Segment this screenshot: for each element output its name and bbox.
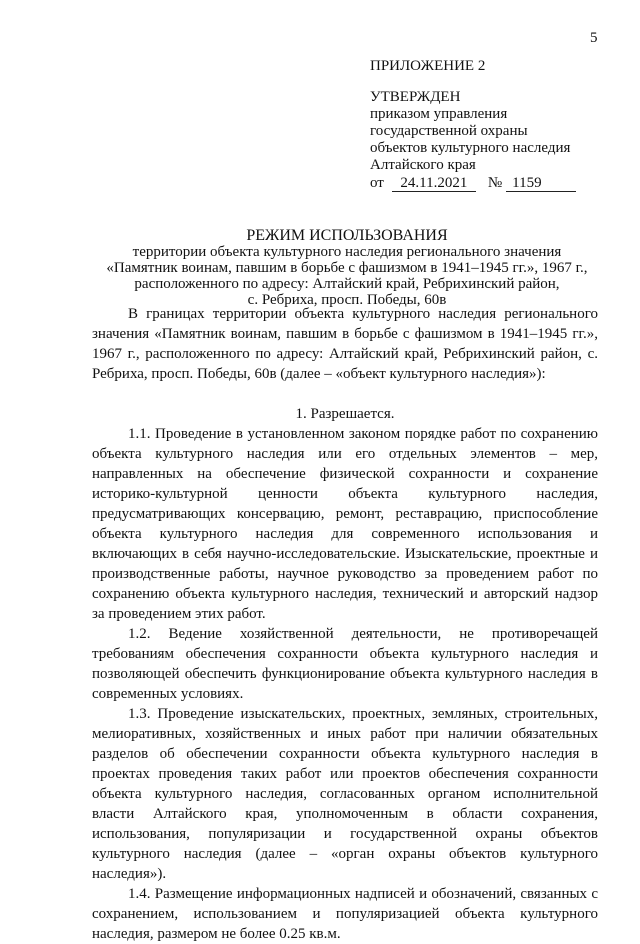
order-line: объектов культурного наследия: [370, 140, 571, 156]
section-heading: 1. Разрешается.: [295, 406, 395, 422]
order-line: государственной охраны: [370, 123, 528, 139]
title-line: территории объекта культурного наследия регионального значения: [132, 244, 562, 260]
document-title-block: [92, 227, 602, 308]
intro-paragraph: В границах территории объекта культурного наследия регионального значения «Памятник воинам, павшим в борьбе с фашизмом в 1941–1945 гг.», 1967 г., расположенного по адресу: Алтайский край, Ребрихинский район, с. Ребриха, просп. Победы, 60в (далее – «объект культурного наследия»):: [92, 306, 598, 382]
list-item: 1.1. Проведение в установленном законом порядке работ по сохранению объекта культурного наследия или его отдельных элементов – мер, направленных на обеспечение физической сохранности и сохранение историко-культурной ценности объекта культурного наследия, предусматривающих консервацию, ремонт, реставрацию, приспособление объекта культурного наследия для современного использования и включающих в себя научно-исследовательские. Изыскательские, проектные и производственные работы, научное руководство за проведением работ по сохранению объекта культурного наследия, технический и авторский надзор за проведением этих работ.: [92, 426, 598, 622]
order-line: Алтайского края: [370, 157, 476, 173]
order-date: 24.11.2021: [392, 176, 476, 192]
list-item: 1.2. Ведение хозяйственной деятельности, не противоречащей требованиям обеспечения сохранности объекта культурного наследия и позволяющей обеспечить функционирование объекта культурного наследия в современных условиях.: [92, 626, 598, 702]
page-number: 5: [590, 30, 598, 46]
date-prefix: от: [370, 175, 384, 191]
title-line: «Памятник воинам, павшим в борьбе с фашизмом в 1941–1945 гг.», 1967 г.,: [106, 260, 588, 276]
approval-stamp: [370, 58, 610, 192]
list-item: 1.3. Проведение изыскательских, проектных, земляных, строительных, мелиоративных, хозяйственных и иных работ при наличии обязательных разделов об обеспечении сохранности объекта культурного наследия в проектах проведения таких работ или проектов обеспечения сохранности объекта культурного наследия, согласованных органом исполнительной власти Алтайского края, уполномоченным в области сохранения, использования, популяризации и государственной охраны объектов культурного наследия (далее – «орган охраны объектов культурного наследия»).: [92, 706, 598, 882]
title-line: с. Ребриха, просп. Победы, 60в: [247, 292, 447, 308]
document-title: РЕЖИМ ИСПОЛЬЗОВАНИЯ: [246, 227, 448, 244]
order-number: 1159: [506, 176, 576, 192]
number-prefix: №: [487, 175, 503, 191]
list-item: 1.4. Размещение информационных надписей и обозначений, связанных с сохранением, использованием и популяризацией объекта культурного наследия, размером не более 0.25 кв.м.: [92, 886, 598, 942]
appendix-label: ПРИЛОЖЕНИЕ 2: [370, 58, 486, 74]
order-line: приказом управления: [370, 106, 508, 122]
order-date-row: [370, 175, 610, 192]
title-line: расположенного по адресу: Алтайский край, Ребрихинский район,: [134, 276, 560, 292]
document-body: [92, 304, 598, 944]
approved-label: УТВЕРЖДЕН: [370, 89, 461, 105]
